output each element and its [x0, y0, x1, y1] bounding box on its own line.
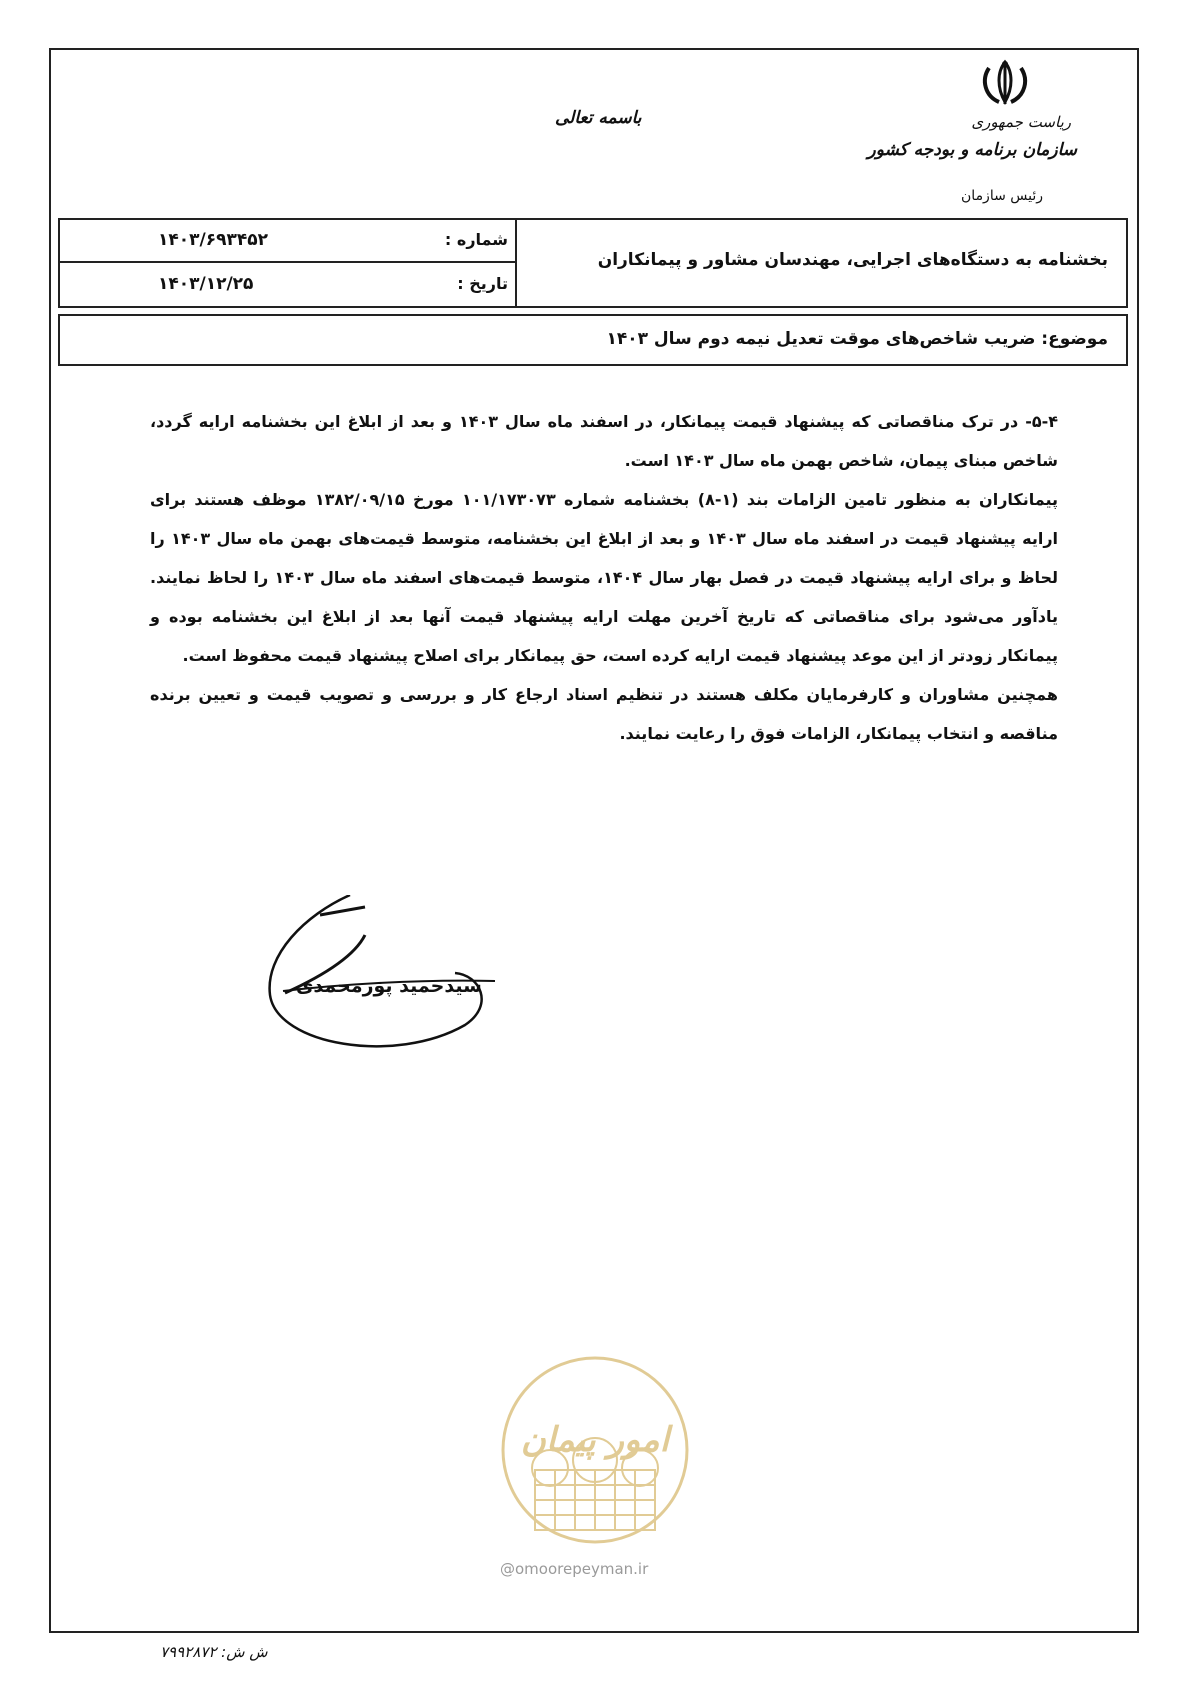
body-paragraph-1: ۵-۴- در ترک مناقصاتی که پیشنهاد قیمت پیمانکار، در اسفند ماه سال ۱۴۰۳ و بعد از ابلاغ این بخشنامه ارایه گردد، شاخص مبنای پیمان، شاخص بهمن ماه سال ۱۴۰۳ است.	[150, 412, 1059, 470]
org-name-presidency: ریاست جمهوری	[971, 113, 1071, 131]
letter-addressee: بخشنامه به دستگاه‌های اجرایی، مهندسان مشاور و پیمانکاران	[597, 250, 1108, 270]
body-paragraph-2: پیمانکاران به منظور تامین الزامات بند (۱-۸) بخشنامه شماره ۱۰۱/۱۷۳۰۷۳ مورخ ۱۳۸۲/۰۹/۱۵ موظف هستند برای ارایه پیشنهاد قیمت در اسفند ماه سال ۱۴۰۳ و بعد از ابلاغ این بخشنامه، متوسط قیمت‌های بهمن ماه سال ۱۴۰۳ را لحاظ و برای ارایه پیشنهاد قیمت در فصل بهار سال ۱۴۰۴، متوسط قیمت‌های اسفند ماه سال ۱۴۰۳ را لحاظ نمایند. یادآور می‌شود برای مناقصاتی که تاریخ آخرین مهلت ارایه پیشنهاد قیمت آنها بعد از ابلاغ این بخشنامه بوده و پیمانکار زودتر از این موعد پیشنهاد قیمت ارایه کرده است، حق پیمانکار برای اصلاح پیشنهاد قیمت محفوظ است.	[150, 490, 1059, 665]
footer-code: ش ش: ۷۹۹۲۸۷۲	[160, 1643, 268, 1661]
iran-emblem-icon	[975, 58, 1035, 108]
box-divider-horizontal	[60, 261, 517, 263]
letter-subject: موضوع: ضریب شاخص‌های موقت تعدیل نیمه دوم سال ۱۴۰۳	[606, 329, 1108, 349]
body-paragraph-3: همچنین مشاوران و کارفرمایان مکلف هستند در تنظیم اسناد ارجاع کار و بررسی و تصویب قیمت و تعیین برنده مناقصه و انتخاب پیمانکار، الزامات فوق را رعایت نمایند.	[150, 685, 1058, 743]
watermark-url: @omoorepeyman.ir	[500, 1560, 649, 1578]
seal-brand-text: امور پیمان	[520, 1420, 670, 1460]
org-role-head: رئیس سازمان	[961, 188, 1043, 204]
letter-number-value: ۱۴۰۳/۶۹۳۴۵۲	[158, 230, 268, 250]
org-name-budget-organization: سازمان برنامه و بودجه کشور	[867, 140, 1077, 160]
letter-number-label: شماره :	[444, 230, 508, 249]
letter-body	[150, 402, 1058, 753]
watermark-seal	[495, 1350, 695, 1550]
letter-subject-box	[58, 314, 1128, 366]
signer-name: سیدحمید پورمحمدی	[296, 975, 482, 997]
letter-date-value: ۱۴۰۳/۱۲/۲۵	[158, 274, 254, 294]
box-divider-vertical	[515, 220, 517, 306]
letter-date-label: تاریخ :	[457, 274, 508, 293]
letter-info-box	[58, 218, 1128, 308]
bismillah-heading: باسمه تعالی	[555, 108, 642, 128]
